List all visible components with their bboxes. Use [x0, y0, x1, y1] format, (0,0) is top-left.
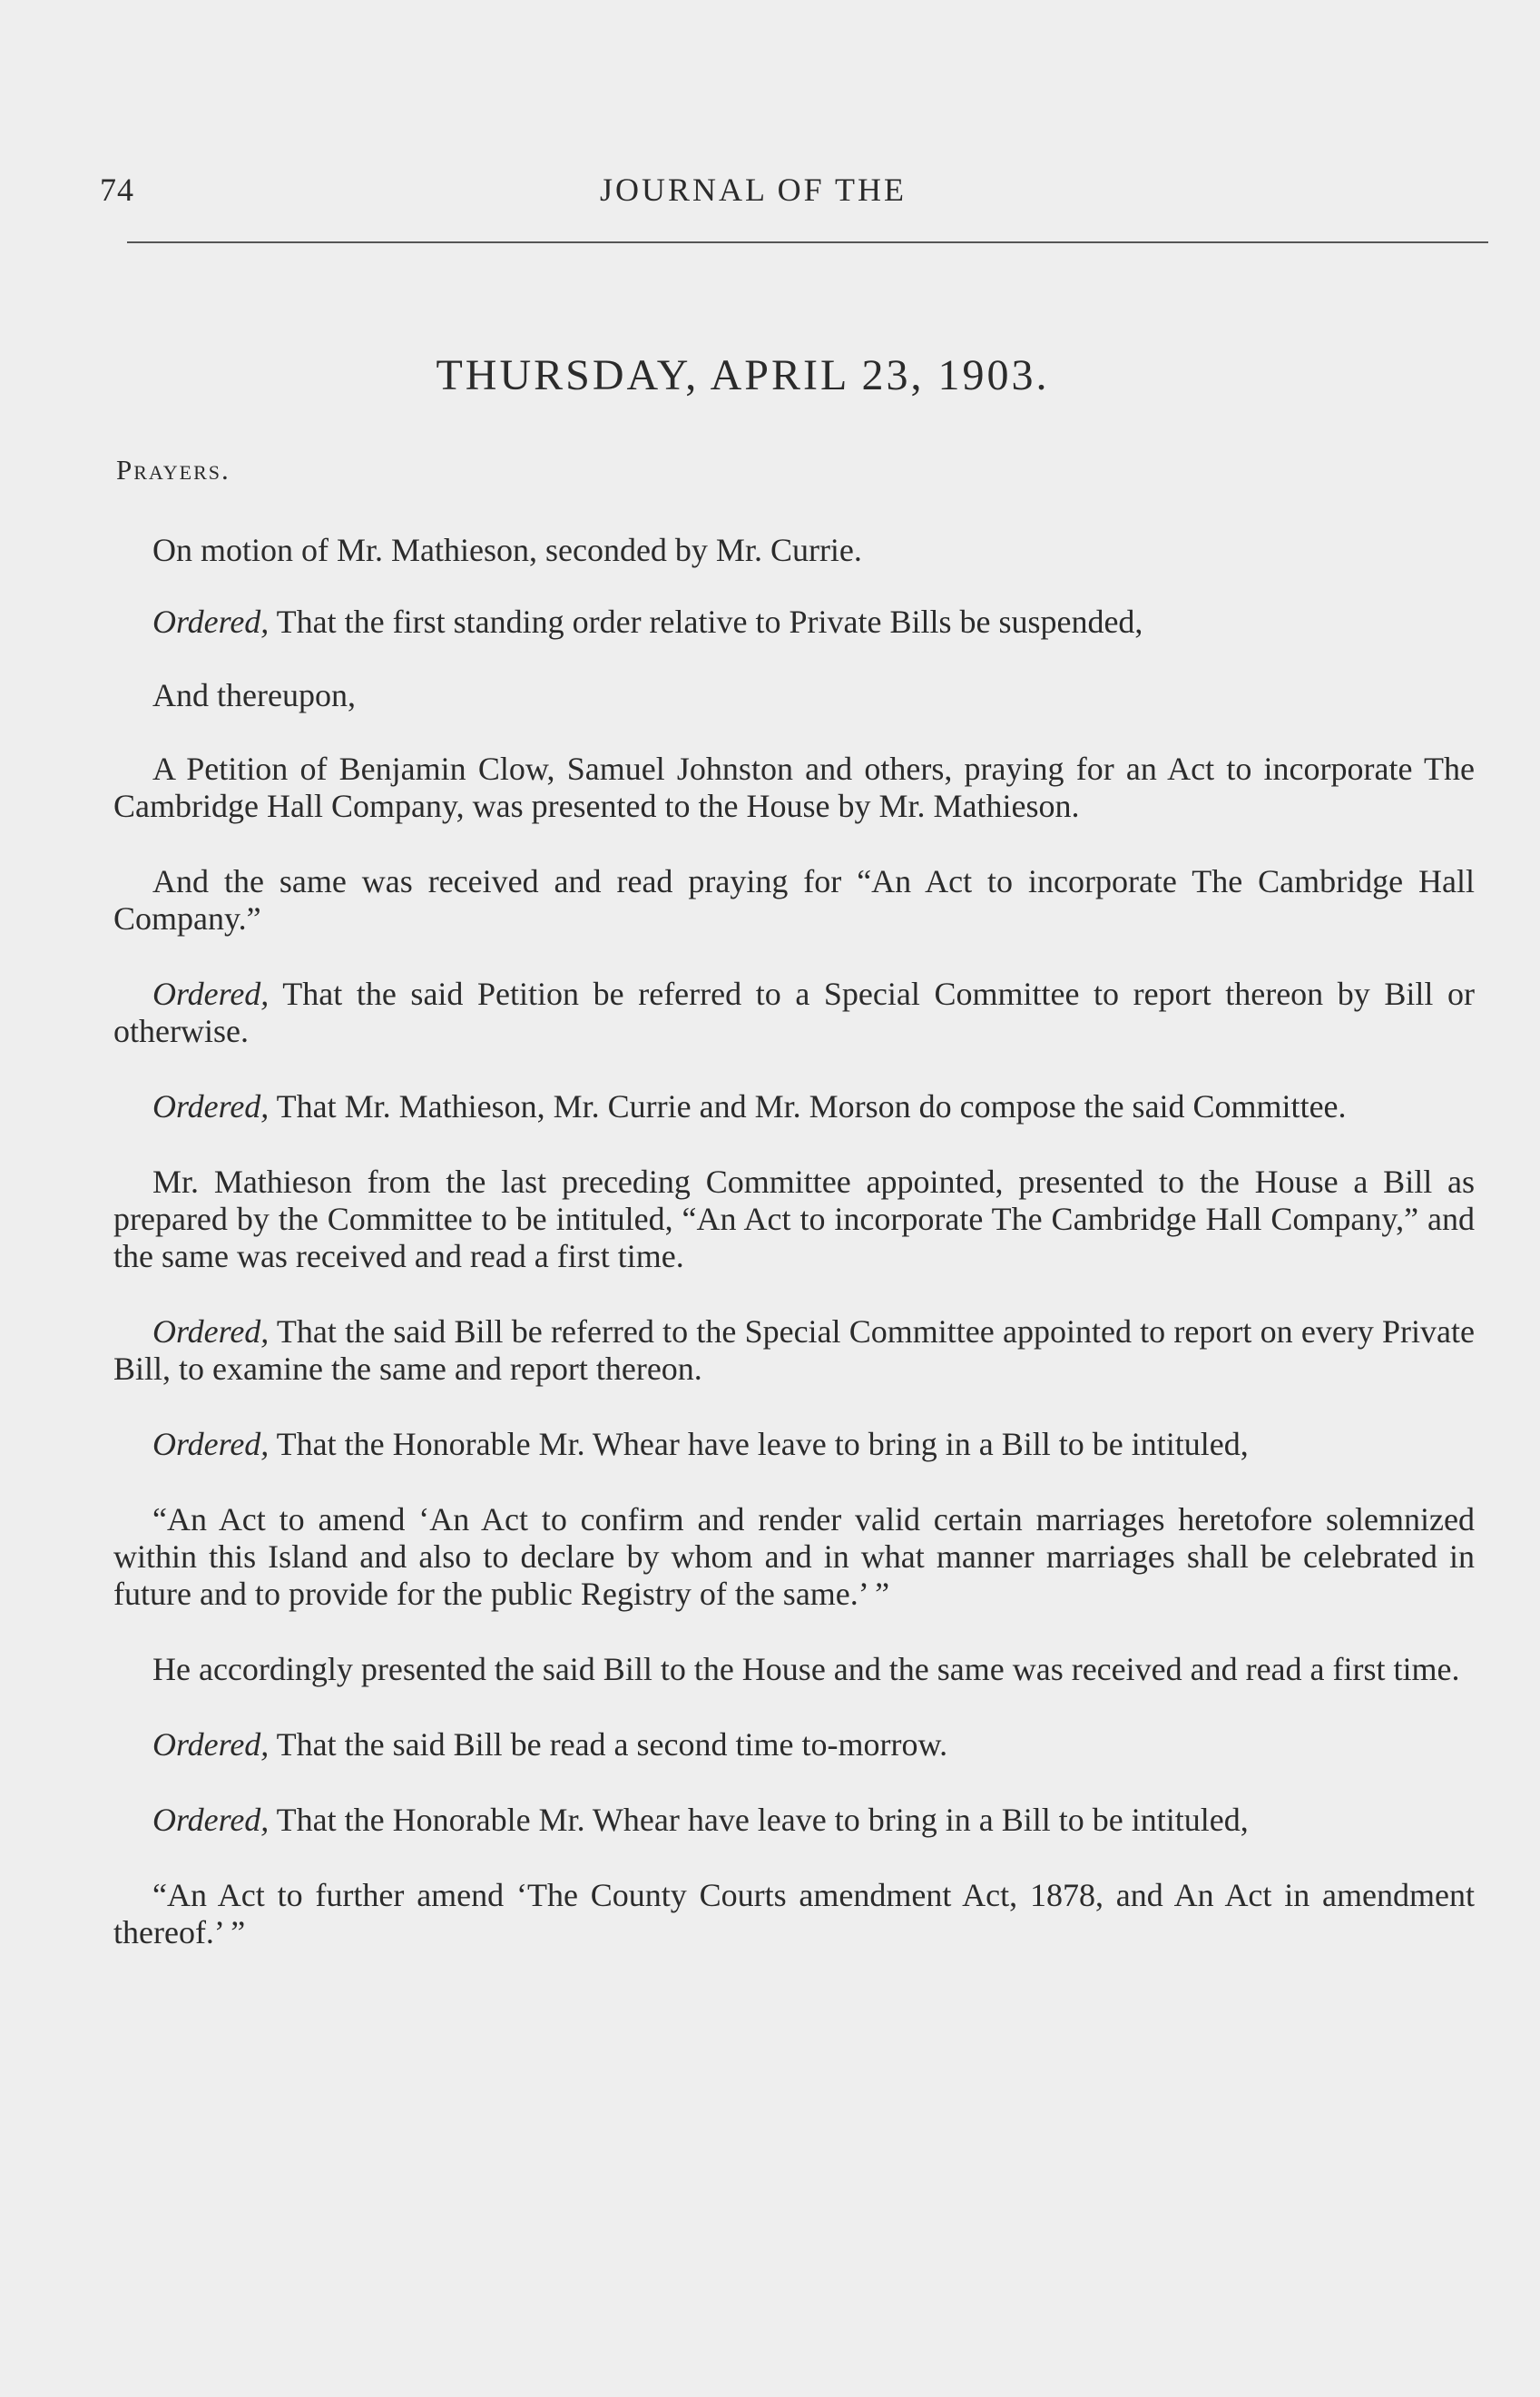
paragraph-text: That the said Bill be referred to the Special Committee appointed to report on every Private Bill, to examine the same and report thereon. — [113, 1313, 1475, 1387]
paragraph — [113, 976, 1475, 1050]
paragraph — [113, 751, 1475, 825]
date-heading — [0, 350, 1540, 400]
journal-body — [113, 532, 1475, 1989]
paragraph-text: He accordingly presented the said Bill to the House and the same was received and read a first time. — [152, 1651, 1460, 1687]
paragraph — [113, 1313, 1475, 1388]
page-number: 74 — [100, 172, 134, 208]
paragraph-lead: Ordered, — [152, 604, 270, 640]
prayers-label: Prayers. — [116, 454, 231, 486]
paragraph — [113, 1877, 1475, 1951]
paragraph — [113, 863, 1475, 938]
paragraph-text: And the same was received and read praying for “An Act to incorporate The Cambridge Hall Company.” — [113, 863, 1475, 937]
paragraph-text: Mr. Mathieson from the last preceding Committee appointed, presented to the House a Bill as prepared by the Committee to be intituled, “An Act to incorporate The Cambridge Hall Company,” and the same was received and read a first time. — [113, 1164, 1475, 1274]
paragraph-text: On motion of Mr. Mathieson, seconded by Mr. Currie. — [152, 532, 862, 568]
paragraph-lead: Ordered, — [152, 1426, 270, 1462]
date-heading-text: THURSDAY, APRIL 23, 1903. — [436, 351, 1050, 399]
paragraph-text: That the said Bill be read a second time to-morrow. — [269, 1726, 948, 1763]
paragraph-text: That Mr. Mathieson, Mr. Currie and Mr. Morson do compose the said Committee. — [269, 1088, 1347, 1125]
paragraph-text: That the Honorable Mr. Whear have leave to bring in a Bill to be intituled, — [269, 1802, 1249, 1838]
paragraph — [113, 1164, 1475, 1275]
paragraph — [113, 1426, 1475, 1463]
page-header — [100, 171, 1479, 218]
paragraph-text: A Petition of Benjamin Clow, Samuel Johnston and others, praying for an Act to incorporate The Cambridge Hall Company, was presented to the House by Mr. Mathieson. — [113, 751, 1475, 824]
running-head: JOURNAL OF THE — [599, 172, 907, 208]
paragraph-lead: Ordered, — [152, 976, 270, 1012]
paragraph — [113, 677, 1475, 714]
paragraph — [113, 1651, 1475, 1688]
paragraph-text: And thereupon, — [152, 677, 356, 713]
paragraph-lead: Ordered, — [152, 1802, 270, 1838]
paragraph-text: “An Act to amend ‘An Act to confirm and render valid certain marriages heretofore solemnized within this Island and also to declare by whom and in what manner marriages shall be celebrated in future and to provide for the public Registry of the same.’ ” — [113, 1501, 1475, 1612]
paragraph — [113, 532, 1475, 569]
header-rule — [127, 241, 1488, 243]
paragraph-text: “An Act to further amend ‘The County Courts amendment Act, 1878, and An Act in amendment thereof.’ ” — [113, 1877, 1475, 1950]
paragraph-text: That the first standing order relative to Private Bills be suspended, — [269, 604, 1143, 640]
paragraph — [113, 1088, 1475, 1125]
paragraph-lead: Ordered, — [152, 1088, 270, 1125]
paragraph — [113, 1501, 1475, 1613]
paragraph-lead: Ordered, — [152, 1313, 270, 1350]
paragraph-text: That the Honorable Mr. Whear have leave to bring in a Bill to be intituled, — [269, 1426, 1249, 1462]
paragraph-lead: Ordered, — [152, 1726, 270, 1763]
paragraph — [113, 1802, 1475, 1839]
paragraph — [113, 604, 1475, 641]
paragraph — [113, 1726, 1475, 1763]
paragraph-text: That the said Petition be referred to a Special Committee to report thereon by Bill or otherwise. — [113, 976, 1475, 1049]
